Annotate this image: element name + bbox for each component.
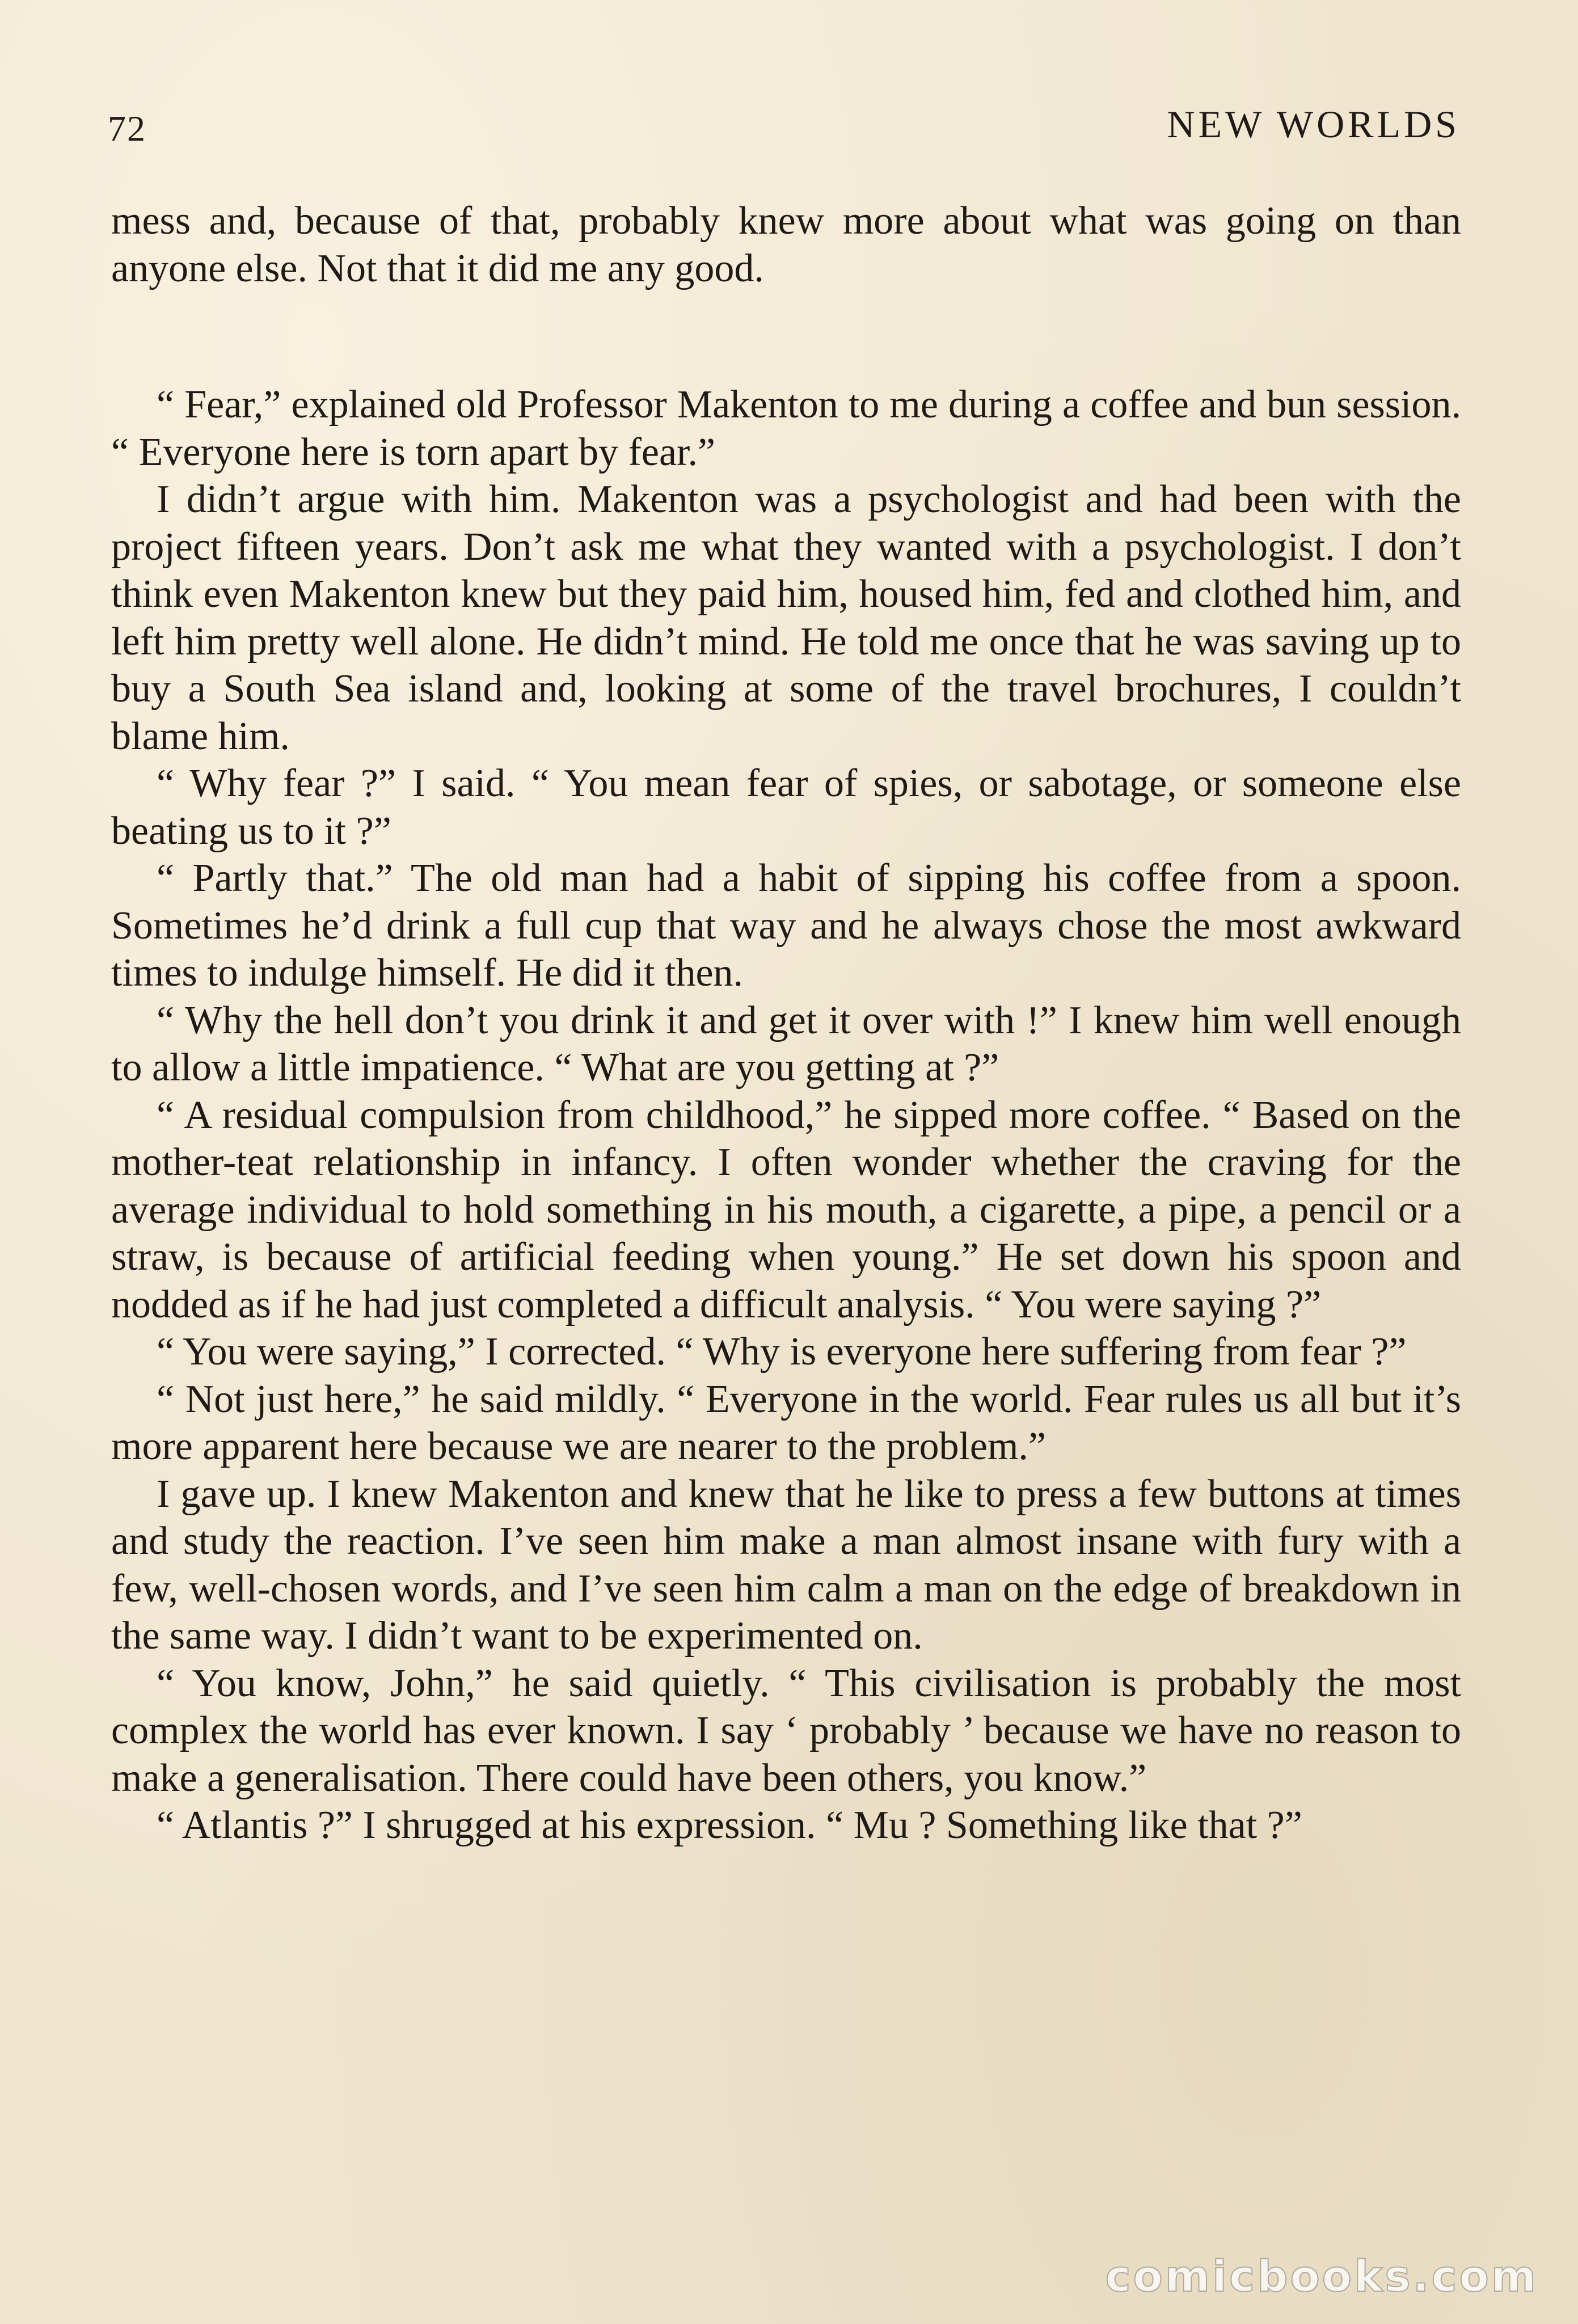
paragraph-8: “ Not just here,” he said mildly. “ Everyone in the world. Fear rules us all but it’s more apparent here because we are nearer to the problem.” — [111, 1377, 1461, 1468]
watermark: comicbooks.com — [1105, 2251, 1538, 2301]
main-text-block — [111, 381, 1461, 1849]
paragraph-2: I didn’t argue with him. Makenton was a psychologist and had been with the project fifteen years. Don’t ask me what they wanted with a psychologist. I don’t think even Makenton knew but they paid him, housed him, fed and clothed him, and left him pretty well alone. He didn’t mind. He told me once that he was saving up to buy a South Sea island and, looking at some of the travel brochures, I couldn’t blame him. — [111, 478, 1461, 758]
paragraph-4: “ Partly that.” The old man had a habit of sipping his coffee from a spoon. Sometimes he’d drink a full cup that way and he always chose the most awkward times to indulge himself. He did it then. — [111, 856, 1461, 995]
page-number: 72 — [108, 108, 146, 149]
paragraph-11: “ Atlantis ?” I shrugged at his expression. “ Mu ? Something like that ?” — [157, 1803, 1302, 1847]
continuation-block — [111, 197, 1461, 292]
paragraph-5: “ Why the hell don’t you drink it and get it over with !” I knew him well enough to allow a little impatience. “ What are you getting at ?” — [111, 998, 1461, 1089]
continuation-paragraph: mess and, because of that, probably knew more about what was going on than anyone else. Not that it did me any good. — [111, 199, 1461, 290]
paragraph-7: “ You were saying,” I corrected. “ Why is everyone here suffering from fear ?” — [157, 1330, 1407, 1374]
paragraph-6: “ A residual compulsion from childhood,” he sipped more coffee. “ Based on the mother-teat relationship in infancy. I often wonder whether the craving for the average individual to hold something in his mouth, a cigarette, a pipe, a pencil or a straw, is because of artificial feeding when young.” He set down his spoon and nodded as if he had just completed a difficult analysis. “ You were saying ?” — [111, 1093, 1461, 1326]
paragraph-1: “ Fear,” explained old Professor Makenton to me during a coffee and bun session. “ Everyone here is torn apart by fear.” — [111, 383, 1461, 474]
paragraph-9: I gave up. I knew Makenton and knew that he like to press a few buttons at times and study the reaction. I’ve seen him make a man almost insane with fury with a few, well-chosen words, and I’ve seen him calm a man on the edge of breakdown in the same way. I didn’t want to be experimented on. — [111, 1472, 1461, 1658]
running-head: NEW WORLDS — [1167, 103, 1460, 146]
paragraph-10: “ You know, John,” he said quietly. “ This civilisation is probably the most complex the world has ever known. I say ‘ probably ’ because we have no reason to make a generalisation. There could have been others, you know.” — [111, 1661, 1461, 1800]
paragraph-3: “ Why fear ?” I said. “ You mean fear of spies, or sabotage, or someone else beating us to it ?” — [111, 762, 1461, 853]
